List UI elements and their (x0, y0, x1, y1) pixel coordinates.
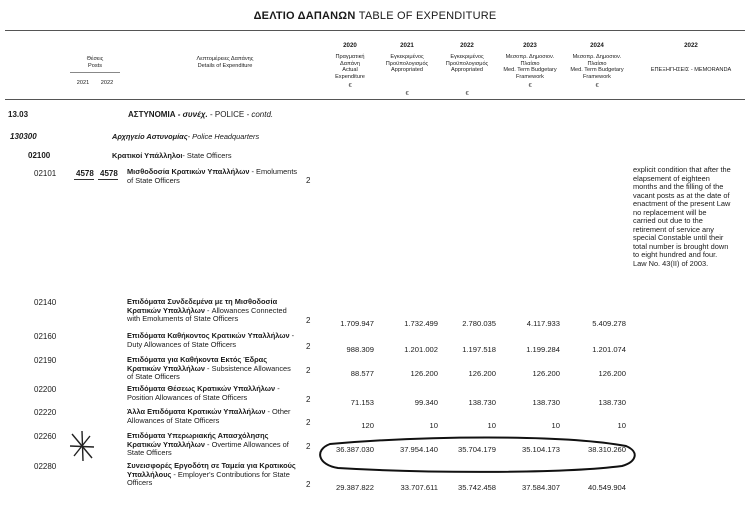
row-description-greek: Επιδόματα Θέσεως Κρατικών Υπαλλήλων (127, 384, 276, 393)
memoranda-note: explicit condition that after the elapsement of eighteen months and the filling of the vacant posts as at the date of enactment of the present Law no replacement will be carried out due to the retirement of service any special Constable until their total number is brought down to eight hundred and four. Law No. 43(II) of 2003. (633, 165, 731, 268)
row-value-2022: 126.200 (468, 369, 496, 378)
row-value-2020: 29.387.822 (335, 483, 374, 492)
row-description-english: - Duty Allowances of State Officers (127, 331, 295, 349)
row-description-english: - Position Allowances of State Officers (127, 384, 280, 402)
row-description-greek: Επιδόματα για Καθήκοντα Εκτός Έδρας Κρατικών Υπαλλήλων (127, 355, 268, 373)
subhead-title: Αρχηγείο Αστυνομίας- Police Headquarters (112, 132, 260, 141)
row-value-2022: 35.704.179 (457, 445, 496, 454)
row-value-2020: 88.577 (350, 369, 374, 378)
row-code: 02220 (34, 408, 57, 417)
row-value-2023: 126.200 (532, 369, 560, 378)
group-title: Κρατικοί Υπάλληλοι- State Officers (112, 151, 232, 160)
posts-2021-value: 4578 (76, 169, 94, 178)
details-header: Λεπτομέρειες Δαπάνης Details of Expenditure (196, 56, 254, 69)
item-ref-02101: 2 (306, 176, 311, 185)
col-header-2020: 2020 Πραγματική Δαπάνη Actual Expenditure € (335, 42, 365, 90)
row-value-2022: 35.742.458 (457, 483, 496, 492)
hand-drawn-asterisk-icon (70, 431, 94, 461)
row-value-2021: 99.340 (414, 398, 438, 407)
row-description-english: - Overtime Allowances of State Officers (127, 439, 289, 458)
hand-drawn-circle (320, 438, 635, 472)
col-header-2021: 2021 Εγκεκριμένος Προϋπολογισμός Appropriated € (385, 42, 429, 97)
row-description-greek: Επιδόματα Υπερωριακής Απασχόλησης Κρατικών Υπαλλήλων (127, 431, 269, 449)
row-value-2022: 1.197.518 (462, 345, 496, 354)
posts-year-2021: 2021 (76, 80, 90, 86)
row-description-greek: Συνεισφορές Εργοδότη σε Ταμεία για Κρατικούς Υπαλλήλους (127, 461, 296, 479)
col-header-2023: 2023 Μεσοπρ. Δημοσιον. Πλαίσιο Med. Term Budgetary Framework € (503, 42, 557, 90)
row-description-greek: Επιδόματα Συνδεδεμένα με τη Μισθοδοσία Κρατικών Υπαλλήλων (127, 297, 278, 315)
row-value-2024: 126.200 (598, 369, 626, 378)
row-description-english: - Subsistence Allowances of State Officers (127, 363, 291, 382)
row-value-2022: 2.780.035 (462, 319, 496, 328)
row-value-2021: 10 (429, 421, 438, 430)
row-value-2022: 10 (487, 421, 496, 430)
row-description-english: - Allowances Connected with Emoluments of State Officers (127, 305, 287, 324)
row-value-2021: 126.200 (410, 369, 438, 378)
row-code: 02140 (34, 298, 57, 307)
row-value-2024: 5.409.278 (592, 319, 626, 328)
row-ref: 2 (306, 366, 311, 375)
item-desc-02101: Μισθοδοσία Κρατικών Υπαλλήλων - Emoluments of State Officers (127, 167, 298, 185)
row-value-2024: 38.310.260 (587, 445, 626, 454)
row-value-2024: 1.201.074 (592, 345, 626, 354)
item-code-02101: 02101 (34, 169, 57, 178)
row-value-2022: 138.730 (468, 398, 496, 407)
row-code: 02260 (34, 432, 57, 441)
row-value-2023: 4.117.933 (526, 319, 560, 328)
row-ref: 2 (306, 480, 311, 489)
row-value-2021: 1.201.002 (404, 345, 438, 354)
title-english: TABLE OF EXPENDITURE (358, 10, 497, 22)
row-value-2024: 40.549.904 (587, 483, 626, 492)
row-value-2023: 138.730 (532, 398, 560, 407)
row-value-2024: 138.730 (598, 398, 626, 407)
col-header-2024: 2024 Μεσοπρ. Δημοσιον. Πλαίσιο Med. Term Budgetary Framework € (570, 42, 624, 90)
row-ref: 2 (306, 342, 311, 351)
row-value-2023: 35.104.173 (521, 445, 560, 454)
row-value-2021: 33.707.611 (400, 483, 438, 492)
row-value-2023: 37.584.307 (521, 483, 560, 492)
row-code: 02190 (34, 356, 57, 365)
row-code: 02200 (34, 385, 57, 394)
row-value-2023: 10 (551, 421, 560, 430)
row-value-2021: 1.732.499 (404, 319, 438, 328)
row-ref: 2 (306, 395, 311, 404)
row-value-2020: 988.309 (346, 345, 374, 354)
title-greek: ΔΕΛΤΙΟ ΔΑΠΑΝΩΝ (253, 10, 356, 22)
row-ref: 2 (306, 442, 311, 451)
section-title: ΑΣΤΥΝΟΜΙΑ - συνέχ. - POLICE - contd. (128, 110, 274, 119)
row-ref: 2 (306, 418, 311, 427)
row-value-2020: 120 (361, 421, 374, 430)
group-code: 02100 (28, 151, 51, 160)
row-description-greek: Επιδόματα Καθήκοντος Κρατικών Υπαλλήλων (127, 331, 290, 340)
row-description-english: - Employer's Contributions for State Officers (127, 469, 290, 488)
row-description-greek: Άλλα Επιδόματα Κρατικών Υπαλλήλων (127, 407, 266, 416)
row-value-2023: 1.199.284 (526, 345, 560, 354)
row-value-2021: 37.954.140 (399, 445, 438, 454)
row-value-2020: 71.153 (350, 398, 374, 407)
posts-year-2022: 2022 (100, 80, 114, 86)
row-value-2024: 10 (617, 421, 626, 430)
posts-2022-value: 4578 (100, 169, 118, 178)
section-code: 13.03 (8, 110, 29, 119)
col-header-memoranda: 2022 ΕΠΕΞΗΓΗΣΕΙΣ - MEMORANDA (650, 42, 732, 73)
row-code: 02280 (34, 462, 57, 471)
row-description-english: - Other Allowances of State Officers (127, 407, 291, 425)
col-header-2022: 2022 Εγκεκριμένος Προϋπολογισμός Appropriated € (445, 42, 489, 97)
posts-header: Θέσεις Posts (86, 56, 104, 69)
subhead-code: 130300 (10, 132, 37, 141)
row-value-2020: 1.709.947 (340, 319, 374, 328)
row-ref: 2 (306, 316, 311, 325)
row-value-2020: 36.387.030 (335, 445, 374, 454)
row-code: 02160 (34, 332, 57, 341)
